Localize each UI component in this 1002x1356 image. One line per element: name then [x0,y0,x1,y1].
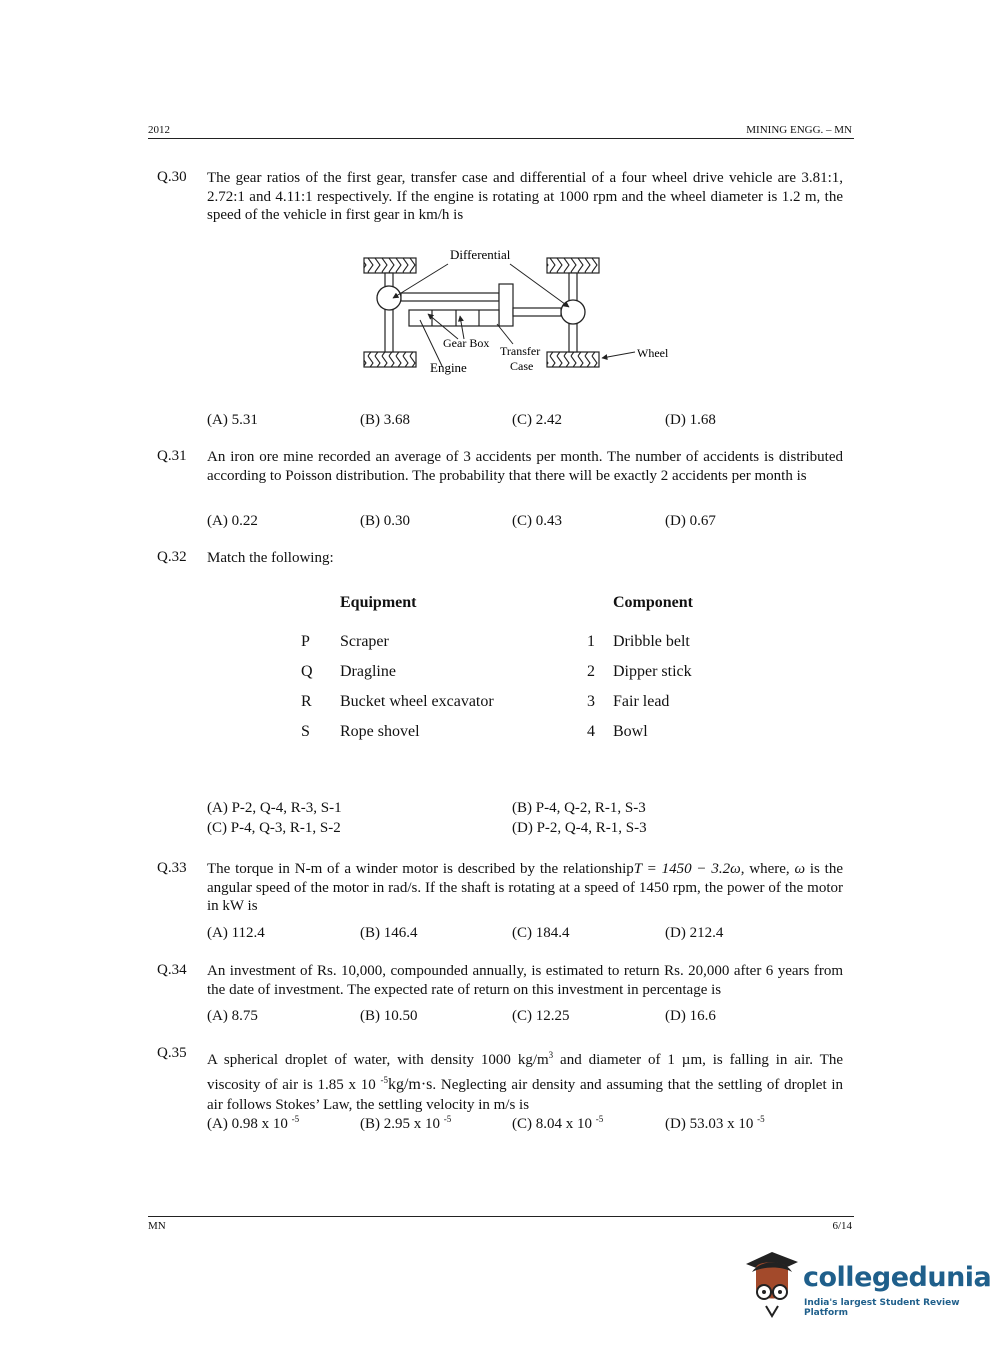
match-right-key: 1 [587,633,595,650]
q33-option-a: (A) 112.4 [207,925,265,941]
q35-text-c: . Neglecting air density and assuming that the settling of droplet in air follows Stokes’ Law, the settling velocity in m/s is [207,1077,843,1113]
q31-option-b: (B) 0.30 [360,513,410,529]
header-subject: MINING ENGG. – MN [746,124,852,136]
match-left-value: Bucket wheel excavator [340,693,494,710]
q35-option-a-base: (A) 0.98 x 10 [207,1116,292,1132]
q31-option-d: (D) 0.67 [665,513,716,529]
wheel-rear-left [364,352,416,367]
match-right-value: Dribble belt [613,633,690,650]
q35-option-a [207,1114,299,1133]
q30-option-c: (C) 2.42 [512,412,562,428]
q32-number: Q.32 [157,549,187,565]
match-right-value: Dipper stick [613,663,692,680]
q34-option-a: (A) 8.75 [207,1008,258,1024]
q33-omega: ω [794,861,806,877]
equipment-header: Equipment [340,594,417,611]
match-left-key: S [301,723,310,740]
logo-tagline: India's largest Student Review Platform [804,1298,960,1318]
label-case: Case [510,359,534,373]
q35-option-b-base: (B) 2.95 x 10 [360,1116,444,1132]
footer-rule [148,1216,854,1217]
q35-number: Q.35 [157,1045,187,1061]
q35-sup5: -5 [380,1075,388,1085]
q34-text: An investment of Rs. 10,000, compounded annually, is estimated to return Rs. 20,000 after 6 years from the date of investment. The expected rate of return on this investment in percentage is [207,963,843,998]
footer-page: 6/14 [832,1220,852,1232]
label-gearbox: Gear Box [443,336,490,350]
q35-option-b-exp: -5 [443,1114,452,1124]
wheel-front-left [364,258,416,273]
differential-left [377,286,401,310]
label-wheel: Wheel [637,346,669,360]
q32-option-c: (C) P-4, Q-3, R-1, S-2 [207,820,341,836]
match-left-key: P [301,633,310,650]
match-left-value: Dragline [340,663,396,680]
q32-option-b: (B) P-4, Q-2, R-1, S-3 [512,800,646,816]
q33-text [207,860,843,916]
component-header: Component [613,594,694,611]
q32-text: Match the following: [207,550,334,566]
q33-option-b: (B) 146.4 [360,925,418,941]
match-left-value: Rope shovel [340,723,420,740]
header-rule [148,138,854,139]
q35-option-b [360,1114,451,1133]
match-right-key: 3 [587,693,595,710]
match-left-key: R [301,693,312,710]
label-transfer: Transfer [500,344,541,358]
drivetrain-diagram [360,244,680,378]
q33-text-b: , where, [740,861,795,877]
q35-text [207,1045,843,1115]
match-left-value: Scraper [340,633,389,650]
q33-text-a: The torque in N-m of a winder motor is described by the relationship [207,861,634,877]
q33-number: Q.33 [157,860,187,876]
q31-text: An iron ore mine recorded an average of 3 accidents per month. The number of accidents is distributed according to Poisson distribution. The probability that there will be exactly 2 accidents per month is [207,449,843,484]
q35-text-a: A spherical droplet of water, with density 1000 kg/m [207,1052,549,1068]
q35-unit: kg/m·s [387,1076,433,1093]
q34-option-c: (C) 12.25 [512,1008,570,1024]
q32-option-d: (D) P-2, Q-4, R-1, S-3 [512,820,647,836]
footer-code: MN [148,1220,166,1232]
q34-option-d: (D) 16.6 [665,1008,716,1024]
q32-option-a: (A) P-2, Q-4, R-3, S-1 [207,800,342,816]
gearbox-block [409,310,499,326]
q35-sup3: 3 [548,1050,554,1060]
q31-option-c: (C) 0.43 [512,513,562,529]
q33-option-d: (D) 212.4 [665,925,724,941]
q33-formula: T = 1450 − 3.2ω [633,861,741,877]
q35-option-d [665,1114,765,1133]
match-left-key: Q [301,663,313,680]
q30-option-d: (D) 1.68 [665,412,716,428]
q33-option-c: (C) 184.4 [512,925,570,941]
header-year: 2012 [148,124,170,136]
q34-number: Q.34 [157,962,187,978]
q30-option-b: (B) 3.68 [360,412,410,428]
q30-option-a: (A) 5.31 [207,412,258,428]
wheel-rear-right [547,352,599,367]
q35-text-b: and diameter of 1 µm, is falling in air. The viscosity of air is 1.85 x 10 [207,1052,843,1093]
q30-text: The gear ratios of the first gear, transfer case and differential of a four wheel drive vehicle are 3.81:1, 2.72:1 and 4.11:1 respectively. If the engine is rotating at 1000 rpm and the wheel diameter is 1.2 m, the speed of the vehicle in first gear in km/h is [207,170,843,223]
label-engine: Engine [430,360,467,375]
q35-option-a-exp: -5 [291,1114,300,1124]
mascot-icon [742,1250,802,1318]
q34-option-b: (B) 10.50 [360,1008,418,1024]
label-differential: Differential [450,247,511,262]
match-right-value: Bowl [613,723,648,740]
q35-option-d-base: (D) 53.03 x 10 [665,1116,758,1132]
q35-option-c-base: (C) 8.04 x 10 [512,1116,596,1132]
match-right-value: Fair lead [613,693,670,710]
match-right-key: 2 [587,663,595,680]
q33-text-c: is the angular speed of the motor in rad/s. If the shaft is rotating at a speed of 1450 rpm, the power of the motor in kW is [207,861,843,914]
match-right-key: 4 [587,723,595,740]
q35-option-c [512,1114,603,1133]
q31-number: Q.31 [157,448,187,464]
q35-option-c-exp: -5 [595,1114,604,1124]
q30-number: Q.30 [157,169,187,185]
q35-option-d-exp: -5 [757,1114,765,1124]
logo-wordmark: collegedunia [803,1262,992,1293]
q31-option-a: (A) 0.22 [207,513,258,529]
wheel-front-right [547,258,599,273]
